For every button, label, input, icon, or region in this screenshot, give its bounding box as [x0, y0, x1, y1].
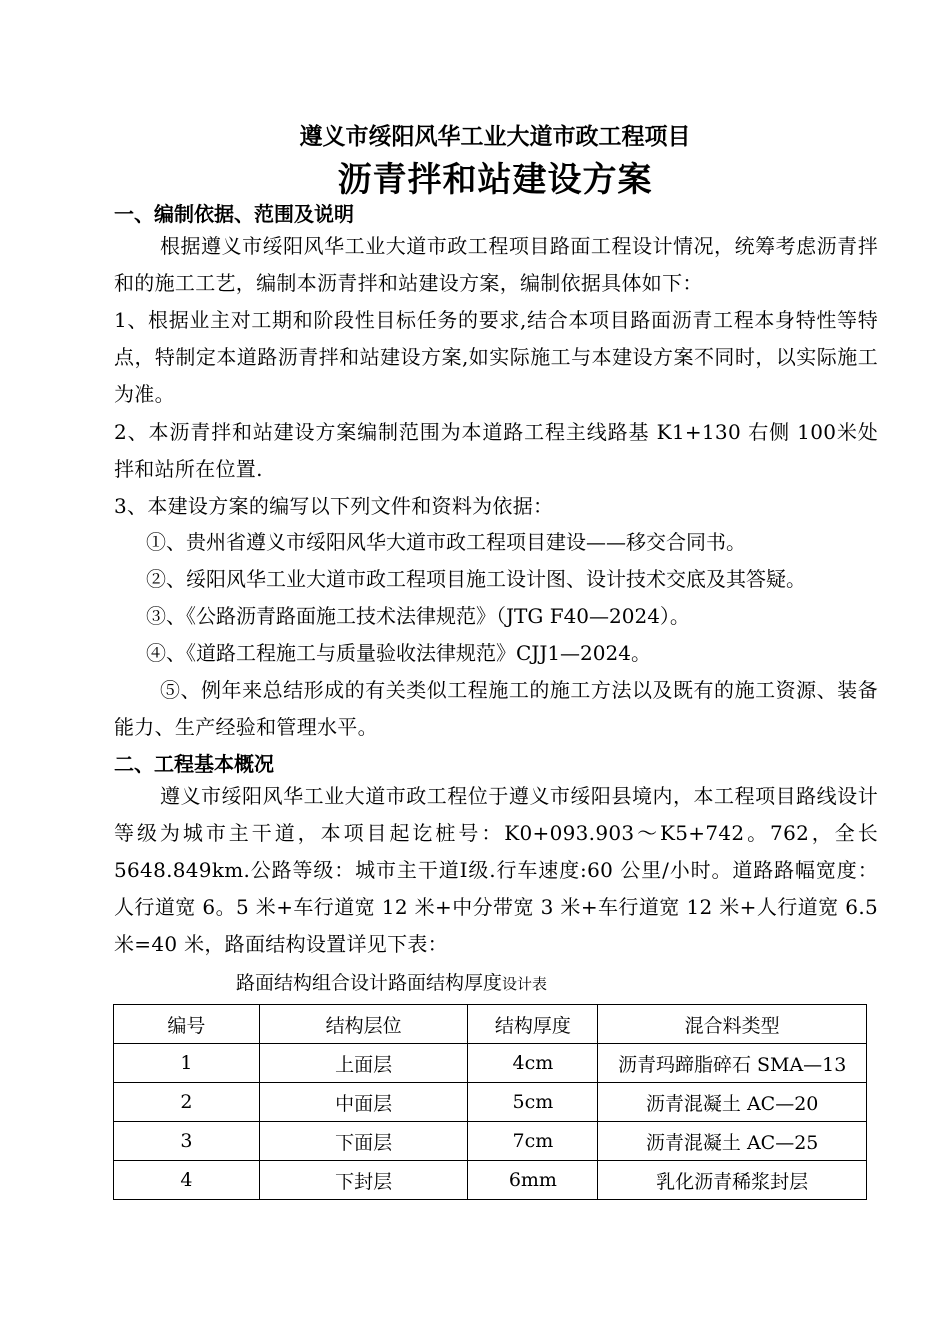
table-header-row	[114, 1005, 867, 1044]
reference-item: ①、贵州省遵义市绥阳风华大道市政工程项目建设——移交合同书。	[146, 530, 746, 554]
reference-item: ④、《道路工程施工与质量验收法律规范》CJJ1—2024。	[146, 641, 651, 665]
section2-heading: 二、工程基本概况	[114, 752, 274, 776]
table-cell: 沥青混凝土 AC—25	[598, 1122, 867, 1161]
table-cell: 上面层	[259, 1044, 468, 1083]
table-cell: 6mm	[468, 1161, 598, 1200]
table-cell: 7cm	[468, 1122, 598, 1161]
table-cell: 3	[114, 1122, 260, 1161]
table-cell: 乳化沥青稀浆封层	[598, 1161, 867, 1200]
table-cell: 5cm	[468, 1083, 598, 1122]
table-cell: 2	[114, 1083, 260, 1122]
table-cell: 下封层	[259, 1161, 468, 1200]
document-title: 沥青拌和站建设方案	[337, 160, 653, 200]
section1-item1: 1、根据业主对工期和阶段性目标任务的要求,结合本项目路面沥青工程本身特性等特点，特制定本道路沥青拌和站建设方案,如实际施工与本建设方案不同时，以实际施工为准。	[114, 308, 878, 406]
section1-item2: 2、本沥青拌和站建设方案编制范围为本道路工程主线路基 K1+130 右侧 100米处拌和站所在位置.	[114, 420, 878, 481]
section1-intro: 根据遵义市绥阳风华工业大道市政工程项目路面工程设计情况，统筹考虑沥青拌和的施工工艺，编制本沥青拌和站建设方案，编制依据具体如下：	[114, 234, 878, 295]
pavement-structure-table	[113, 1004, 867, 1200]
table-cell: 中面层	[259, 1083, 468, 1122]
reference-item: ②、绥阳风华工业大道市政工程项目施工设计图、设计技术交底及其答疑。	[146, 567, 806, 591]
table-cell: 下面层	[259, 1122, 468, 1161]
table-caption-main: 路面结构组合设计路面结构厚度	[236, 972, 503, 994]
table-row	[114, 1161, 867, 1200]
table-row	[114, 1083, 867, 1122]
section1-item3: 3、本建设方案的编写以下列文件和资料为依据：	[114, 494, 554, 518]
section2-body: 遵义市绥阳风华工业大道市政工程位于遵义市绥阳县境内，本工程项目路线设计等级为城市主干道，本项目起讫桩号：K0+093.903～K5+742。762，全长 5648.849km.公路等级：城市主干道Ⅰ级.行车速度:60 公里/小时。道路路幅宽度：人行道宽 6。5 米+车行道宽 12 米+中分带宽 3 米+车行道宽 12 米+人行道宽 6.5 米=40 米，路面结构设置详见下表：	[114, 784, 878, 956]
table-cell: 沥青玛蹄脂碎石 SMA—13	[598, 1044, 867, 1083]
reference-item: ③、《公路沥青路面施工技术法律规范》（JTG F40—2024）。	[146, 604, 690, 628]
section1-heading: 一、编制依据、范围及说明	[114, 202, 354, 226]
column-header: 混合料类型	[598, 1005, 867, 1044]
table-cell: 4	[114, 1161, 260, 1200]
table-caption	[236, 968, 547, 995]
table-cell: 1	[114, 1044, 260, 1083]
column-header: 结构厚度	[468, 1005, 598, 1044]
table-row	[114, 1044, 867, 1083]
reference-item: ⑤、例年来总结形成的有关类似工程施工的施工方法以及既有的施工资源、装备能力、生产经验和管理水平。	[114, 678, 878, 739]
table-caption-suffix: 设计表	[502, 975, 548, 993]
table-row	[114, 1122, 867, 1161]
table-cell: 4cm	[468, 1044, 598, 1083]
column-header: 结构层位	[259, 1005, 468, 1044]
document-subtitle: 遵义市绥阳风华工业大道市政工程项目	[299, 124, 691, 150]
reference-list	[114, 524, 878, 672]
column-header: 编号	[114, 1005, 260, 1044]
table-cell: 沥青混凝土 AC—20	[598, 1083, 867, 1122]
